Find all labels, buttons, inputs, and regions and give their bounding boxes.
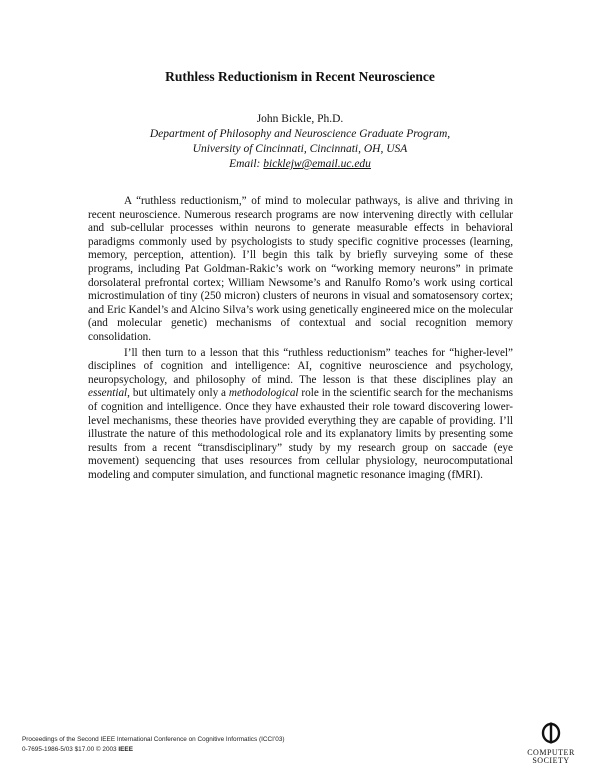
footer-isbn-text: 0-7695-1986-5/03 $17.00 © 2003 <box>22 746 119 753</box>
computer-society-emblem-icon <box>541 722 561 744</box>
footer-proceedings: Proceedings of the Second IEEE International Conference on Cognitive Informatics (ICCI’03) <box>22 736 285 743</box>
footer-ieee: IEEE <box>118 746 133 753</box>
paragraph-2 <box>88 347 513 483</box>
paragraph-2-text-a: I’ll then turn to a lesson that this “ruthless reductionism” teaches for “higher-level” disciplines of cognition and intelligence: AI, cognitive neuroscience and psychology, neuropsychology, and philosophy of mind. The lesson is that these disciplines play an <box>88 346 513 386</box>
author-email-line <box>0 157 600 172</box>
email-link[interactable]: bicklejw@email.uc.edu <box>263 158 371 170</box>
computer-society-logo <box>516 722 586 772</box>
author-institution: University of Cincinnati, Cincinnati, OH, USA <box>192 143 408 155</box>
author-block <box>0 112 600 172</box>
abstract-body <box>88 195 513 484</box>
footer-isbn <box>22 745 285 755</box>
logo-text-computer: COMPUTER <box>527 748 575 757</box>
proceedings-footer <box>22 735 285 755</box>
email-label: Email: <box>229 158 264 170</box>
paragraph-2-text-b: , but ultimately only a <box>127 387 229 400</box>
emphasis-essential: essential <box>88 387 128 400</box>
paper-title: Ruthless Reductionism in Recent Neuroscience <box>165 69 435 84</box>
author-name: John Bickle, Ph.D. <box>256 113 344 125</box>
emphasis-methodological: methodological <box>228 387 299 400</box>
paragraph-1: A “ruthless reductionism,” of mind to molecular pathways, is alive and thriving in recent neuroscience. Numerous research programs are now intervening directly with cellular and sub-cellular processes within neurons to generate measurable effects in behavioral paradigms commonly used by psychologists to study specific cognitive processes (learning, memory, perception, attention). I’ll begin this talk by briefly surveying some of these programs, including Pat Goldman-Rakic’s work on “working memory neurons” in primate dorsolateral prefrontal cortex; William Newsome’s and Ranulfo Romo’s work using cortical microstimulation of tiny (250 micron) clusters of neurons in visual and somatosensory cortex; and Eric Kandel’s and Alcino Silva’s work using genetically engineered mice on the molecular (and molecular genetic) mechanisms of contextual and social recognition memory consolidation. <box>88 195 513 343</box>
author-department: Department of Philosophy and Neuroscience Graduate Program, <box>149 128 451 140</box>
logo-text-society: SOCIETY <box>532 756 570 765</box>
paragraph-2-text-c: role in the scientific search for the mechanisms of cognition and intelligence. Once they have exhausted their role toward discovering lower-level mechanisms, these theories have provided everything they are capable of providing. I’ll illustrate the nature of this methodological role and its explanatory limits by presenting some results from a recent “transdisciplinary” study by my research group on saccade (eye movement) sequencing that uses resources from cellular physiology, neurocomputational modeling and computer simulation, and functional magnetic resonance imaging (fMRI). <box>88 387 513 481</box>
